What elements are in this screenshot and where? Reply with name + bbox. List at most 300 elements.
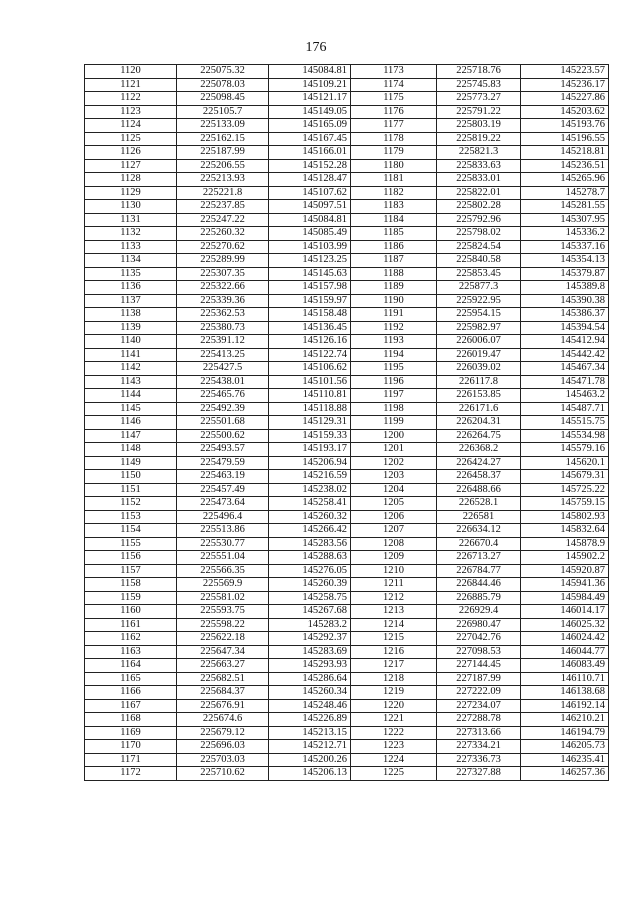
table-row — [85, 389, 609, 403]
table-cell: 225500.62 — [177, 429, 269, 443]
table-cell: 146025.32 — [521, 618, 609, 632]
table-cell: 226264.75 — [437, 429, 521, 443]
table-cell: 1167 — [85, 699, 177, 713]
table-row — [85, 281, 609, 295]
table-cell: 1197 — [351, 389, 437, 403]
table-row — [85, 510, 609, 524]
table-cell: 225339.36 — [177, 294, 269, 308]
table-cell: 1206 — [351, 510, 437, 524]
table-cell: 146210.21 — [521, 713, 609, 727]
table-cell: 225206.55 — [177, 159, 269, 173]
table-cell: 225877.3 — [437, 281, 521, 295]
table-cell: 1164 — [85, 659, 177, 673]
table-cell: 145278.7 — [521, 186, 609, 200]
table-cell: 1216 — [351, 645, 437, 659]
table-body — [85, 65, 609, 781]
coordinates-table — [84, 64, 609, 781]
table-cell: 1180 — [351, 159, 437, 173]
table-cell: 225463.19 — [177, 470, 269, 484]
table-cell: 226980.47 — [437, 618, 521, 632]
table-cell: 1161 — [85, 618, 177, 632]
table-row — [85, 443, 609, 457]
table-cell: 225833.01 — [437, 173, 521, 187]
table-cell: 226581 — [437, 510, 521, 524]
table-cell: 225833.63 — [437, 159, 521, 173]
table-cell: 145212.71 — [269, 740, 351, 754]
table-cell: 225438.01 — [177, 375, 269, 389]
table-cell: 227327.88 — [437, 767, 521, 781]
table-cell: 225075.32 — [177, 65, 269, 79]
table-cell: 225496.4 — [177, 510, 269, 524]
table-cell: 146024.42 — [521, 632, 609, 646]
table-cell: 1193 — [351, 335, 437, 349]
table-cell: 1137 — [85, 294, 177, 308]
table-cell: 145293.93 — [269, 659, 351, 673]
table-cell: 225566.35 — [177, 564, 269, 578]
table-cell: 145467.34 — [521, 362, 609, 376]
table-cell: 145515.75 — [521, 416, 609, 430]
table-cell: 145167.45 — [269, 132, 351, 146]
table-cell: 226153.85 — [437, 389, 521, 403]
table-cell: 226670.4 — [437, 537, 521, 551]
table-cell: 145266.42 — [269, 524, 351, 538]
table-row — [85, 713, 609, 727]
table-cell: 145213.15 — [269, 726, 351, 740]
table-cell: 1205 — [351, 497, 437, 511]
table-row — [85, 578, 609, 592]
table-cell: 1168 — [85, 713, 177, 727]
table-cell: 145920.87 — [521, 564, 609, 578]
table-cell: 145226.89 — [269, 713, 351, 727]
table-row — [85, 429, 609, 443]
table-cell: 225982.97 — [437, 321, 521, 335]
table-cell: 145283.69 — [269, 645, 351, 659]
table-row — [85, 227, 609, 241]
table-cell: 225465.76 — [177, 389, 269, 403]
table-cell: 1136 — [85, 281, 177, 295]
table-row — [85, 92, 609, 106]
table-cell: 145281.55 — [521, 200, 609, 214]
table-cell: 1220 — [351, 699, 437, 713]
table-row — [85, 483, 609, 497]
table-cell: 145200.26 — [269, 753, 351, 767]
table-cell: 145206.13 — [269, 767, 351, 781]
table-cell: 1141 — [85, 348, 177, 362]
table-cell: 1151 — [85, 483, 177, 497]
table-cell: 145129.31 — [269, 416, 351, 430]
table-cell: 225840.58 — [437, 254, 521, 268]
table-cell: 225457.49 — [177, 483, 269, 497]
table-cell: 225798.02 — [437, 227, 521, 241]
table-cell: 1162 — [85, 632, 177, 646]
table-cell: 1222 — [351, 726, 437, 740]
table-cell: 225322.66 — [177, 281, 269, 295]
table-cell: 1182 — [351, 186, 437, 200]
table-cell: 225289.99 — [177, 254, 269, 268]
table-cell: 146192.14 — [521, 699, 609, 713]
table-cell: 145123.25 — [269, 254, 351, 268]
table-cell: 1125 — [85, 132, 177, 146]
table-cell: 1181 — [351, 173, 437, 187]
table-cell: 145218.81 — [521, 146, 609, 160]
table-row — [85, 200, 609, 214]
table-cell: 1203 — [351, 470, 437, 484]
table-cell: 145386.37 — [521, 308, 609, 322]
table-cell: 145579.16 — [521, 443, 609, 457]
table-cell: 1198 — [351, 402, 437, 416]
table-cell: 1202 — [351, 456, 437, 470]
table-cell: 1126 — [85, 146, 177, 160]
table-cell: 145097.51 — [269, 200, 351, 214]
table-cell: 145336.2 — [521, 227, 609, 241]
table-cell: 225773.27 — [437, 92, 521, 106]
table-cell: 145159.97 — [269, 294, 351, 308]
table-cell: 145337.16 — [521, 240, 609, 254]
table-cell: 145286.64 — [269, 672, 351, 686]
table-cell: 225822.01 — [437, 186, 521, 200]
table-cell: 1123 — [85, 105, 177, 119]
table-row — [85, 524, 609, 538]
table-cell: 145802.93 — [521, 510, 609, 524]
table-cell: 145158.48 — [269, 308, 351, 322]
table-cell: 145354.13 — [521, 254, 609, 268]
table-cell: 226458.37 — [437, 470, 521, 484]
table-cell: 145193.17 — [269, 443, 351, 457]
table-cell: 145463.2 — [521, 389, 609, 403]
table-cell: 225598.22 — [177, 618, 269, 632]
table-cell: 225819.22 — [437, 132, 521, 146]
table-cell: 1175 — [351, 92, 437, 106]
table-row — [85, 551, 609, 565]
table-cell: 145394.54 — [521, 321, 609, 335]
table-cell: 145248.46 — [269, 699, 351, 713]
table-row — [85, 672, 609, 686]
table-cell: 145260.39 — [269, 578, 351, 592]
table-cell: 1196 — [351, 375, 437, 389]
table-cell: 1177 — [351, 119, 437, 133]
table-cell: 226019.47 — [437, 348, 521, 362]
table-cell: 226784.77 — [437, 564, 521, 578]
table-cell: 145265.96 — [521, 173, 609, 187]
table-cell: 145196.55 — [521, 132, 609, 146]
table-cell: 225492.39 — [177, 402, 269, 416]
table-cell: 227334.21 — [437, 740, 521, 754]
table-row — [85, 254, 609, 268]
table-cell: 145227.86 — [521, 92, 609, 106]
table-cell: 1195 — [351, 362, 437, 376]
table-cell: 145107.62 — [269, 186, 351, 200]
table-cell: 1152 — [85, 497, 177, 511]
table-cell: 1172 — [85, 767, 177, 781]
table-row — [85, 726, 609, 740]
table-row — [85, 659, 609, 673]
table-cell: 145288.63 — [269, 551, 351, 565]
table-cell: 225105.7 — [177, 105, 269, 119]
table-cell: 225684.37 — [177, 686, 269, 700]
table-row — [85, 308, 609, 322]
table-cell: 225501.68 — [177, 416, 269, 430]
table-cell: 226488.66 — [437, 483, 521, 497]
table-row — [85, 618, 609, 632]
table-row — [85, 699, 609, 713]
table-cell: 226039.02 — [437, 362, 521, 376]
table-row — [85, 132, 609, 146]
table-cell: 145260.32 — [269, 510, 351, 524]
table-cell: 145193.76 — [521, 119, 609, 133]
table-cell: 1128 — [85, 173, 177, 187]
table-cell: 225187.99 — [177, 146, 269, 160]
table-cell: 1163 — [85, 645, 177, 659]
table-cell: 1170 — [85, 740, 177, 754]
table-cell: 227288.78 — [437, 713, 521, 727]
table-cell: 1209 — [351, 551, 437, 565]
table-cell: 225853.45 — [437, 267, 521, 281]
table-cell: 225791.22 — [437, 105, 521, 119]
table-cell: 1147 — [85, 429, 177, 443]
table-cell: 145379.87 — [521, 267, 609, 281]
table-cell: 225824.54 — [437, 240, 521, 254]
table-cell: 1212 — [351, 591, 437, 605]
table-cell: 1192 — [351, 321, 437, 335]
table-row — [85, 753, 609, 767]
table-cell: 146014.17 — [521, 605, 609, 619]
table-row — [85, 65, 609, 79]
table-cell: 225674.6 — [177, 713, 269, 727]
table-cell: 1185 — [351, 227, 437, 241]
table-cell: 1221 — [351, 713, 437, 727]
table-cell: 1139 — [85, 321, 177, 335]
table-cell: 225551.04 — [177, 551, 269, 565]
table-cell: 1134 — [85, 254, 177, 268]
table-cell: 146257.36 — [521, 767, 609, 781]
table-row — [85, 186, 609, 200]
table-row — [85, 348, 609, 362]
table-cell: 146194.79 — [521, 726, 609, 740]
table-cell: 145283.2 — [269, 618, 351, 632]
table-cell: 145106.62 — [269, 362, 351, 376]
table-cell: 1154 — [85, 524, 177, 538]
table-cell: 225710.62 — [177, 767, 269, 781]
table-cell: 1121 — [85, 78, 177, 92]
table-cell: 145103.99 — [269, 240, 351, 254]
table-row — [85, 105, 609, 119]
table-cell: 1169 — [85, 726, 177, 740]
table-cell: 227222.09 — [437, 686, 521, 700]
table-cell: 145101.56 — [269, 375, 351, 389]
table-row — [85, 267, 609, 281]
table-cell: 225162.15 — [177, 132, 269, 146]
table-cell: 1132 — [85, 227, 177, 241]
table-cell: 1204 — [351, 483, 437, 497]
table-cell: 225792.96 — [437, 213, 521, 227]
table-cell: 146138.68 — [521, 686, 609, 700]
table-cell: 1201 — [351, 443, 437, 457]
table-cell: 1144 — [85, 389, 177, 403]
table-cell: 1130 — [85, 200, 177, 214]
table-cell: 145258.41 — [269, 497, 351, 511]
table-cell: 1183 — [351, 200, 437, 214]
table-cell: 226204.31 — [437, 416, 521, 430]
table-cell: 145136.45 — [269, 321, 351, 335]
table-cell: 1224 — [351, 753, 437, 767]
table-cell: 225802.28 — [437, 200, 521, 214]
table-cell: 145157.98 — [269, 281, 351, 295]
table-cell: 145236.51 — [521, 159, 609, 173]
table-cell: 145258.75 — [269, 591, 351, 605]
table-row — [85, 375, 609, 389]
table-cell: 145236.17 — [521, 78, 609, 92]
table-cell: 225479.59 — [177, 456, 269, 470]
table-cell: 145159.33 — [269, 429, 351, 443]
table-cell: 1127 — [85, 159, 177, 173]
table-cell: 225213.93 — [177, 173, 269, 187]
table-cell: 227187.99 — [437, 672, 521, 686]
table-cell: 225221.8 — [177, 186, 269, 200]
table-cell: 225247.22 — [177, 213, 269, 227]
table-cell: 145941.36 — [521, 578, 609, 592]
table-cell: 225362.53 — [177, 308, 269, 322]
table-cell: 227144.45 — [437, 659, 521, 673]
table-row — [85, 632, 609, 646]
table-cell: 145110.81 — [269, 389, 351, 403]
table-cell: 226713.27 — [437, 551, 521, 565]
table-cell: 227336.73 — [437, 753, 521, 767]
table-cell: 1218 — [351, 672, 437, 686]
table-cell: 227042.76 — [437, 632, 521, 646]
table-row — [85, 740, 609, 754]
table-cell: 1190 — [351, 294, 437, 308]
table-row — [85, 119, 609, 133]
table-cell: 1142 — [85, 362, 177, 376]
table-cell: 145292.37 — [269, 632, 351, 646]
table-cell: 1171 — [85, 753, 177, 767]
table-cell: 1215 — [351, 632, 437, 646]
table-cell: 1217 — [351, 659, 437, 673]
table-cell: 225954.15 — [437, 308, 521, 322]
table-cell: 1188 — [351, 267, 437, 281]
table-cell: 145085.49 — [269, 227, 351, 241]
table-row — [85, 686, 609, 700]
table-cell: 225237.85 — [177, 200, 269, 214]
table-cell: 145084.81 — [269, 65, 351, 79]
table-cell: 1155 — [85, 537, 177, 551]
table-cell: 225676.91 — [177, 699, 269, 713]
table-row — [85, 591, 609, 605]
table-cell: 1122 — [85, 92, 177, 106]
table-cell: 1213 — [351, 605, 437, 619]
table-row — [85, 159, 609, 173]
table-cell: 1214 — [351, 618, 437, 632]
table-cell: 146110.71 — [521, 672, 609, 686]
table-cell: 225513.86 — [177, 524, 269, 538]
table-cell: 1184 — [351, 213, 437, 227]
table-cell: 146083.49 — [521, 659, 609, 673]
table-cell: 1143 — [85, 375, 177, 389]
table-cell: 1157 — [85, 564, 177, 578]
table-cell: 145442.42 — [521, 348, 609, 362]
table-cell: 227234.07 — [437, 699, 521, 713]
table-cell: 1131 — [85, 213, 177, 227]
table-cell: 227098.53 — [437, 645, 521, 659]
table-cell: 226117.8 — [437, 375, 521, 389]
table-cell: 225581.02 — [177, 591, 269, 605]
table-cell: 145223.57 — [521, 65, 609, 79]
table-cell: 146205.73 — [521, 740, 609, 754]
table-cell: 225922.95 — [437, 294, 521, 308]
table-cell: 145832.64 — [521, 524, 609, 538]
table-cell: 225380.73 — [177, 321, 269, 335]
table-cell: 145276.05 — [269, 564, 351, 578]
table-row — [85, 294, 609, 308]
table-cell: 145126.16 — [269, 335, 351, 349]
table-row — [85, 321, 609, 335]
table-cell: 145206.94 — [269, 456, 351, 470]
table-row — [85, 362, 609, 376]
table-row — [85, 146, 609, 160]
table-cell: 226006.07 — [437, 335, 521, 349]
table-cell: 145679.31 — [521, 470, 609, 484]
table-cell: 145121.17 — [269, 92, 351, 106]
table-cell: 145216.59 — [269, 470, 351, 484]
table-cell: 146044.77 — [521, 645, 609, 659]
table-cell: 225696.03 — [177, 740, 269, 754]
table-row — [85, 240, 609, 254]
table-cell: 225703.03 — [177, 753, 269, 767]
table-cell: 227313.66 — [437, 726, 521, 740]
table-cell: 145390.38 — [521, 294, 609, 308]
table-cell: 1199 — [351, 416, 437, 430]
table-cell: 1156 — [85, 551, 177, 565]
table-cell: 145267.68 — [269, 605, 351, 619]
table-cell: 225391.12 — [177, 335, 269, 349]
table-cell: 145412.94 — [521, 335, 609, 349]
table-cell: 1176 — [351, 105, 437, 119]
table-row — [85, 416, 609, 430]
table-cell: 1186 — [351, 240, 437, 254]
table-cell: 145283.56 — [269, 537, 351, 551]
table-cell: 145260.34 — [269, 686, 351, 700]
table-cell: 225530.77 — [177, 537, 269, 551]
table-cell: 225821.3 — [437, 146, 521, 160]
table-cell: 1145 — [85, 402, 177, 416]
table-cell: 145759.15 — [521, 497, 609, 511]
table-cell: 225663.27 — [177, 659, 269, 673]
table-cell: 1129 — [85, 186, 177, 200]
table-cell: 225647.34 — [177, 645, 269, 659]
table-cell: 145471.78 — [521, 375, 609, 389]
table-cell: 226424.27 — [437, 456, 521, 470]
table-cell: 1165 — [85, 672, 177, 686]
table-cell: 145152.28 — [269, 159, 351, 173]
table-cell: 1140 — [85, 335, 177, 349]
table-cell: 226171.6 — [437, 402, 521, 416]
table-cell: 1149 — [85, 456, 177, 470]
table-cell: 1189 — [351, 281, 437, 295]
table-cell: 225078.03 — [177, 78, 269, 92]
table-cell: 226929.4 — [437, 605, 521, 619]
table-cell: 1150 — [85, 470, 177, 484]
table-cell: 1173 — [351, 65, 437, 79]
table-cell: 145203.62 — [521, 105, 609, 119]
table-cell: 145725.22 — [521, 483, 609, 497]
table-cell: 1133 — [85, 240, 177, 254]
table-cell: 225745.83 — [437, 78, 521, 92]
table-cell: 225803.19 — [437, 119, 521, 133]
table-cell: 1191 — [351, 308, 437, 322]
table-row — [85, 470, 609, 484]
table-row — [85, 456, 609, 470]
table-cell: 145534.98 — [521, 429, 609, 443]
